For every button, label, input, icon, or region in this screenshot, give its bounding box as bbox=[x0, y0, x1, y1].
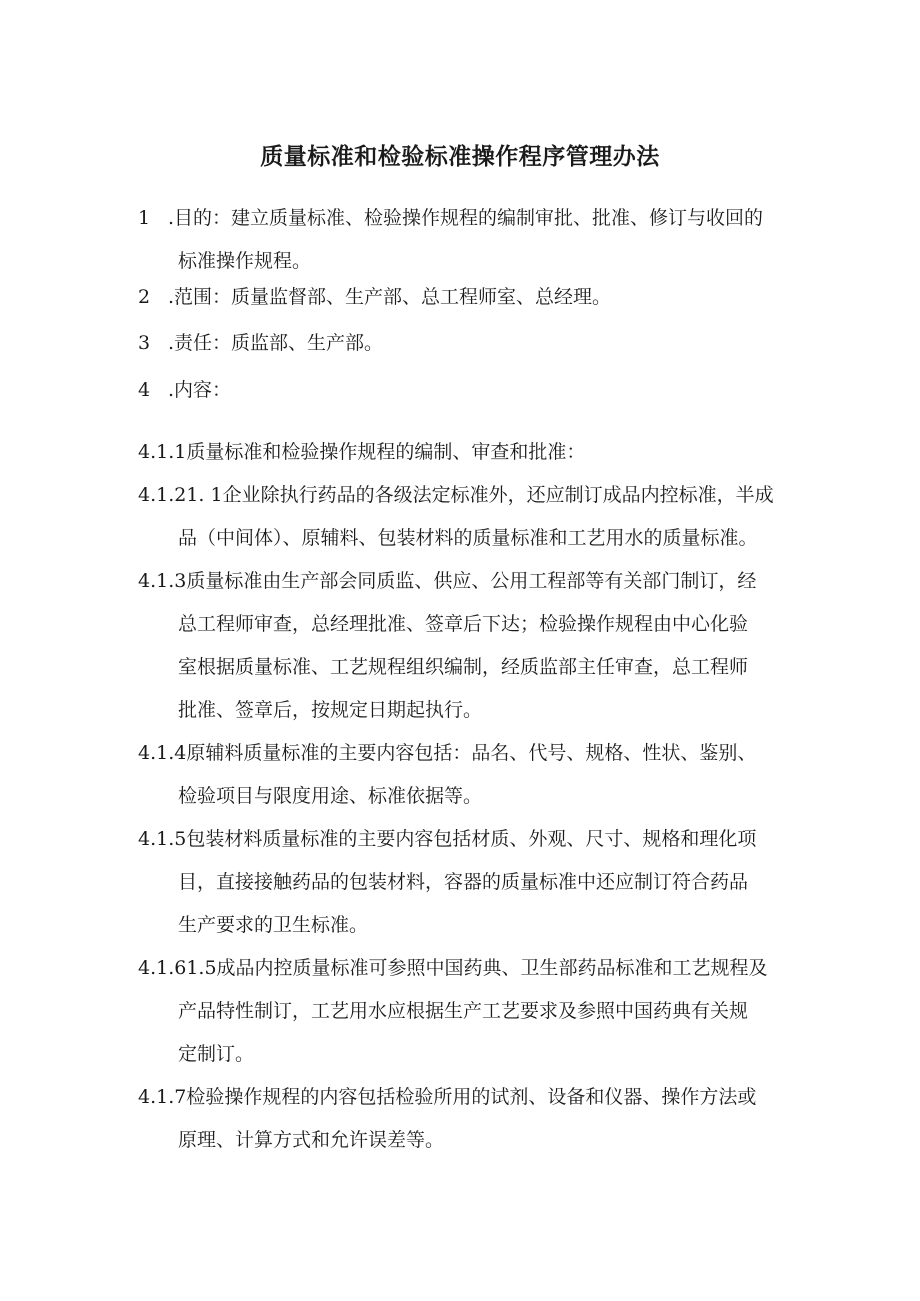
section-number: 1 bbox=[138, 207, 151, 229]
clause-line: 总工程师审查，总经理批准、签章后下达；检验操作规程由中心化验 bbox=[178, 613, 749, 635]
clause-line: 检验项目与限度用途、标准依据等。 bbox=[178, 785, 483, 807]
section-text: .责任：质监部、生产部。 bbox=[168, 332, 384, 354]
clause-line: 4.1.1质量标准和检验操作规程的编制、审查和批准： bbox=[138, 441, 586, 463]
section-line bbox=[138, 276, 808, 319]
section-content bbox=[138, 369, 808, 412]
section-number: 3 bbox=[138, 332, 151, 354]
section-text: .目的：建立质量标准、检验操作规程的编制审批、批准、修订与收回的 bbox=[168, 207, 764, 229]
section-line bbox=[138, 369, 808, 412]
clause-4-1-2 bbox=[138, 474, 808, 560]
clause-line: 产品特性制订，工艺用水应根据生产工艺要求及参照中国药典有关规 bbox=[178, 1000, 749, 1022]
clause-4-1-1 bbox=[138, 431, 808, 474]
section-scope bbox=[138, 276, 808, 319]
clause-line: 4.1.21. 1企业除执行药品的各级法定标准外，还应制订成品内控标准，半成 bbox=[138, 484, 774, 506]
clause-line: 4.1.61.5成品内控质量标准可参照中国药典、卫生部药品标准和工艺规程及 bbox=[138, 957, 768, 979]
clause-line: 4.1.5包装材料质量标准的主要内容包括材质、外观、尺寸、规格和理化项 bbox=[138, 828, 757, 850]
section-continuation: 标准操作规程。 bbox=[178, 250, 312, 272]
document-title: 质量标准和检验标准操作程序管理办法 bbox=[260, 144, 660, 170]
clause-line: 生产要求的卫生标准。 bbox=[178, 914, 369, 936]
clause-line: 4.1.7检验操作规程的内容包括检验所用的试剂、设备和仪器、操作方法或 bbox=[138, 1086, 757, 1108]
section-line bbox=[138, 197, 808, 240]
section-responsibility bbox=[138, 322, 808, 365]
section-number: 4 bbox=[138, 379, 151, 401]
clause-4-1-4 bbox=[138, 732, 808, 818]
clause-4-1-6 bbox=[138, 947, 808, 1076]
clause-4-1-7 bbox=[138, 1076, 808, 1162]
section-purpose bbox=[138, 197, 808, 283]
section-number: 2 bbox=[138, 286, 151, 308]
clause-line: 批准、签章后，按规定日期起执行。 bbox=[178, 699, 483, 721]
clause-line: 4.1.3质量标准由生产部会同质监、供应、公用工程部等有关部门制订，经 bbox=[138, 570, 757, 592]
section-text: .范围：质量监督部、生产部、总工程师室、总经理。 bbox=[168, 286, 612, 308]
clause-line: 室根据质量标准、工艺规程组织编制，经质监部主任审查，总工程师 bbox=[178, 656, 749, 678]
section-text: .内容： bbox=[168, 379, 232, 401]
clause-line: 4.1.4原辅料质量标准的主要内容包括：品名、代号、规格、性状、鉴别、 bbox=[138, 742, 757, 764]
clause-4-1-5 bbox=[138, 818, 808, 947]
clause-line: 定制订。 bbox=[178, 1043, 255, 1065]
clause-line: 目，直接接触药品的包装材料，容器的质量标准中还应制订符合药品 bbox=[178, 871, 749, 893]
clause-line: 原理、计算方式和允许误差等。 bbox=[178, 1129, 445, 1151]
clause-4-1-3 bbox=[138, 560, 808, 732]
section-line bbox=[138, 322, 808, 365]
clause-line: 品（中间体）、原辅料、包装材料的质量标准和工艺用水的质量标准。 bbox=[178, 527, 758, 549]
